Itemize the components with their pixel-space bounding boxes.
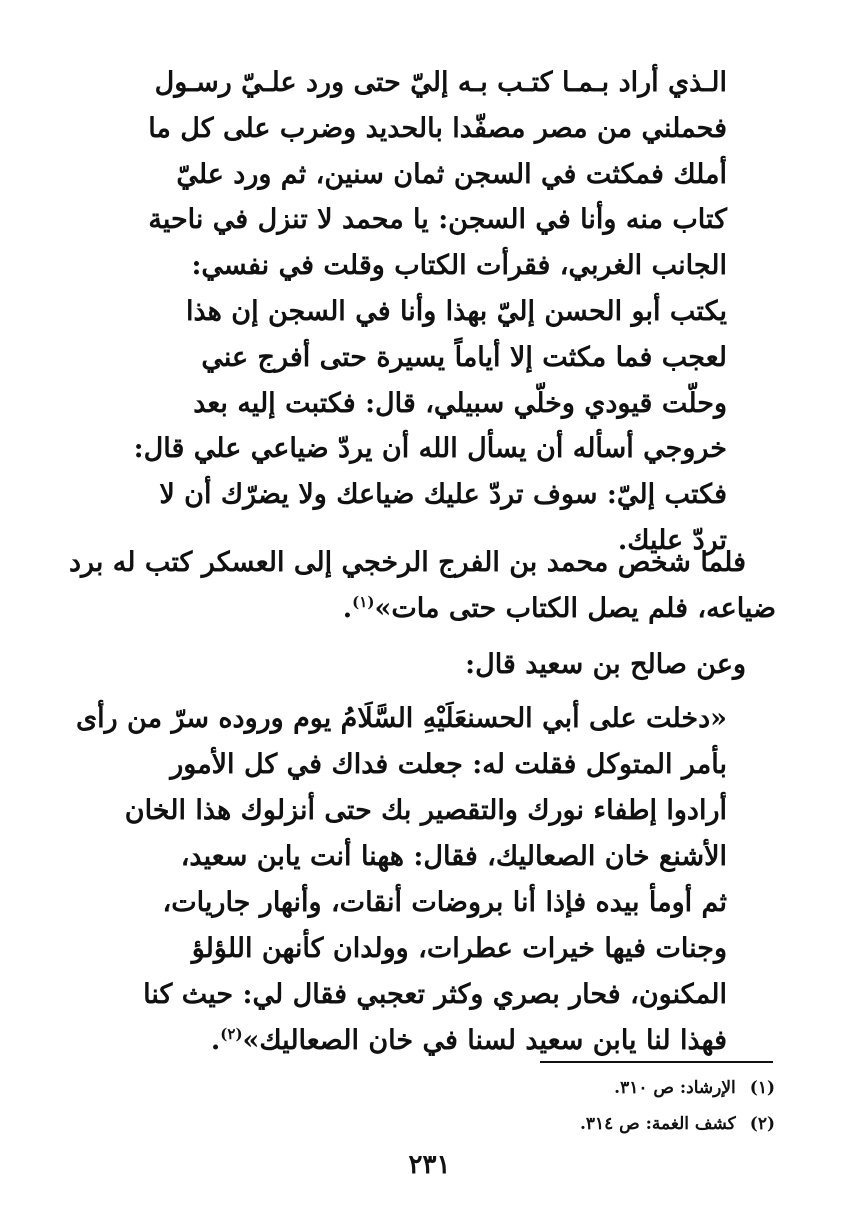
- text-line: فلما شخص محمد بن الفرج الرخجي إلى العسكر كتب له برد: [68, 547, 746, 578]
- text-line: الـذي أراد بـمـا كتـب بـه إليّ حتى ورد علـيّ رسـول: [154, 67, 727, 98]
- text-line: وعن صالح بن سعيد قال:: [465, 649, 746, 680]
- text-line: كتاب منه وأنا في السجن: يا محمد لا تنزل في ناحية: [148, 204, 727, 236]
- text-line: بأمر المتوكل فقلت له: جعلت فداك في كل الأمور: [170, 749, 727, 780]
- text-line: يكتب أبو الحسن إليّ بهذا وأنا في السجن إن هذا: [185, 295, 727, 327]
- text-line: فحملني من مصر مصفّدا بالحديد وضرب على كل ما: [148, 112, 727, 144]
- text-line: الأشنع خان الصعاليك، فقال: ههنا أنت يابن سعيد،: [180, 841, 727, 872]
- text-line: المكنون، فحار بصري وكثر تعجبي فقال لي: حيث كنا: [143, 979, 727, 1010]
- footnote-ref-1: (١): [352, 593, 375, 611]
- text-line: أملك فمكثت في السجن ثمان سنين، ثم ورد عليّ: [176, 158, 727, 190]
- text-line: تردّ عليك.: [617, 524, 727, 556]
- text-line: الجانب الغربي، فقرأت الكتاب وقلت في نفسي:: [191, 250, 727, 282]
- intro-line: [146, 642, 746, 688]
- footnote-number: (١): [749, 1078, 775, 1098]
- text-line-body: فهذا لنا يابن سعيد لسنا في خان الصعاليك»: [242, 1025, 727, 1056]
- quote-block-1: [133, 60, 727, 564]
- sentence-end: .: [342, 593, 353, 624]
- text-line: ثم أومأ بيده فإذا أنا بروضات أنقات، وأنهار جاريات،: [162, 887, 727, 918]
- text-line: فكتب إليّ: سوف تردّ عليك ضياعك ولا يضرّك أن لا: [159, 479, 727, 511]
- text-line: لعجب فما مكثت إلا أياماً يسيرة حتى أفرج عني: [201, 341, 727, 373]
- text-line: وجنات فيها خيرات عطرات، وولدان كأنهن اللؤلؤ: [191, 933, 727, 964]
- footnote-1: [275, 1070, 775, 1106]
- paragraph-1: [68, 540, 776, 632]
- footnotes: [275, 1070, 775, 1142]
- text-line: [76, 586, 776, 632]
- footnote-number: (٢): [749, 1114, 775, 1134]
- text-line: [127, 1018, 727, 1064]
- page-number: ٢٣١: [408, 1150, 451, 1180]
- footnote-text: كشف الغمة: ص ٣١٤.: [579, 1114, 736, 1134]
- text-line: وحلّت قيودي وخلّي سبيلي، قال: فكتبت إليه بعد: [193, 387, 727, 419]
- text-line: «دخلت على أبي الحسنعَلَيْهِ السَّلَامُ يوم وروده سرّ من رأى: [75, 703, 727, 734]
- sentence-end: .: [210, 1025, 221, 1056]
- text-line-body: ضياعه، فلم يصل الكتاب حتى مات»: [374, 593, 776, 624]
- quote-block-2: [75, 696, 727, 1064]
- footnote-ref-2: (٢): [220, 1025, 243, 1043]
- text-line: خروجي أسأله أن يسأل الله أن يردّ ضياعي علي قال:: [133, 433, 727, 465]
- footnote-2: [275, 1106, 775, 1142]
- footnote-text: الإرشاد: ص ٣١٠.: [614, 1078, 736, 1098]
- text-line: أرادوا إطفاء نورك والتقصير بك حتى أنزلوك هذا الخان: [124, 795, 727, 826]
- footnote-divider: [540, 1061, 773, 1063]
